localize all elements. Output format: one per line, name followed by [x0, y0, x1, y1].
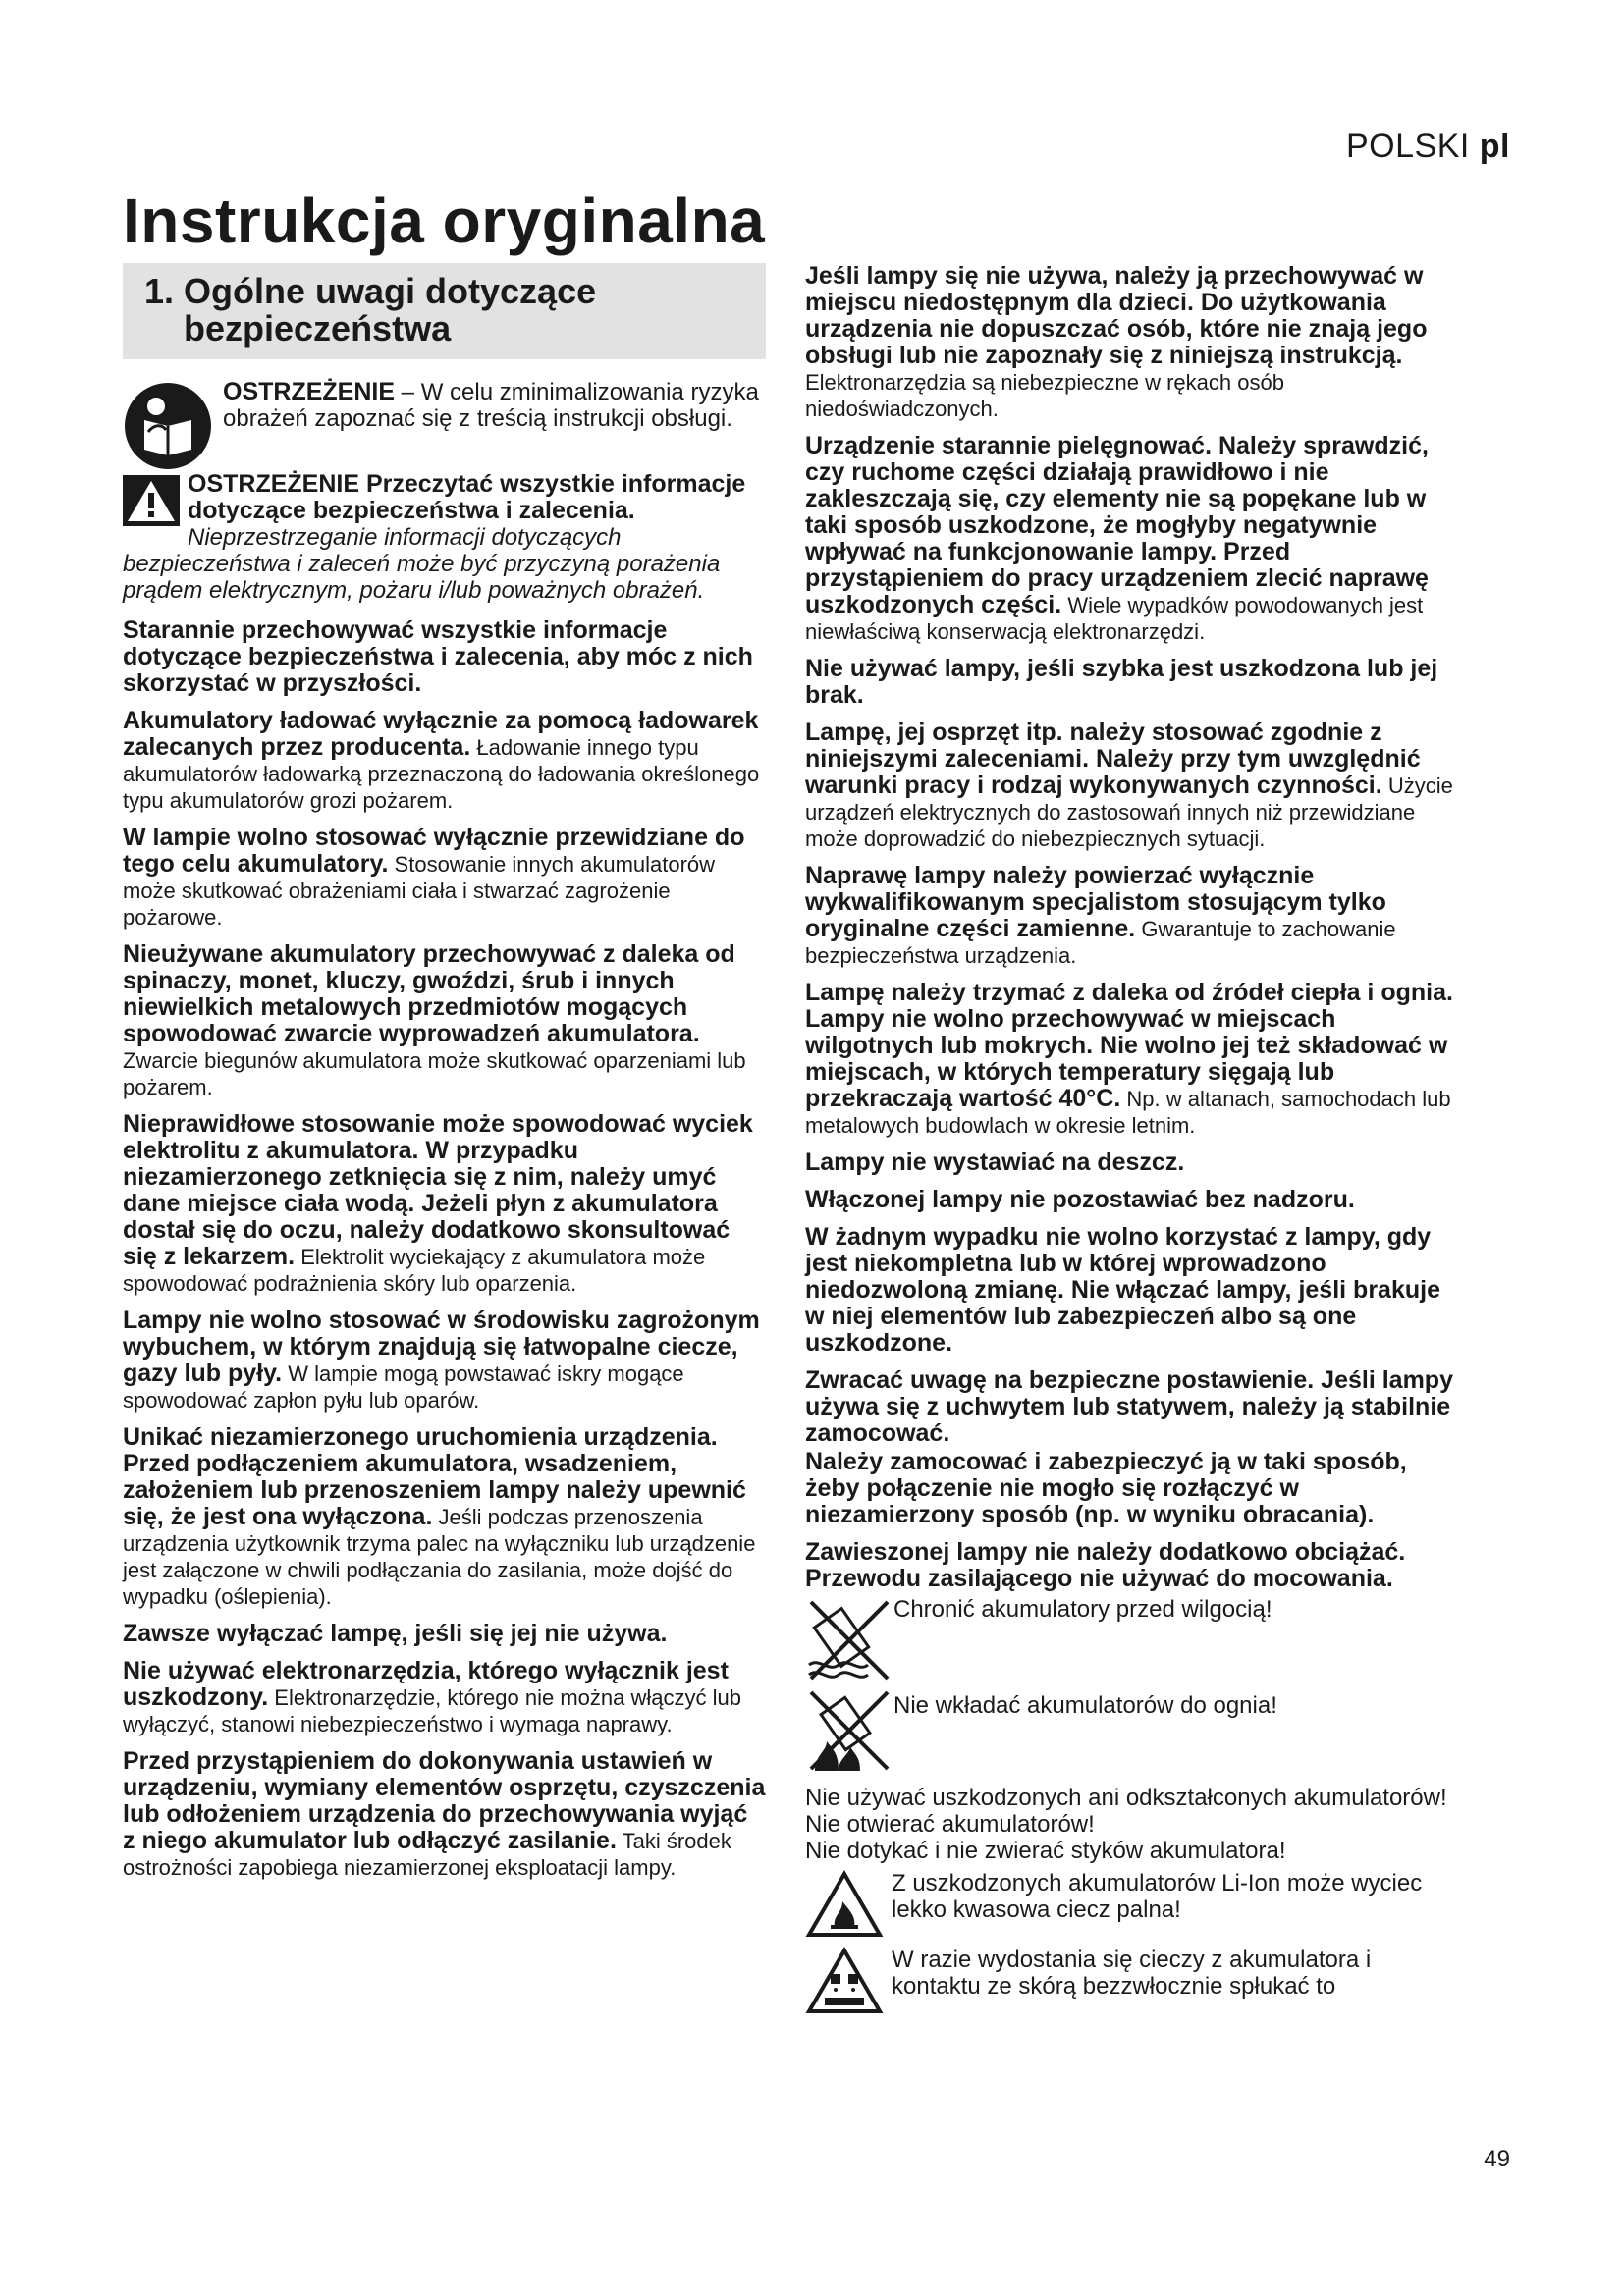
p2-text: Ładowanie innego typu akumulatorów ładowarką przeznaczoną do ładowania określonego typu akumulatorów grozi pożarem.: [123, 735, 760, 813]
p10-text: Taki środek ostrożności zapobiega niezamierzonej eksploatacji lampy.: [123, 1829, 731, 1880]
warning2-bold: OSTRZEŻENIE Przeczytać wszystkie informacje dotyczące bezpieczeństwa i zalecenia.: [188, 470, 746, 524]
p4-bold: Nieużywane akumulatory przechowywać z daleka od spinaczy, monet, kluczy, gwoździ, śrub i innych niewielkich metalowych przedmiotów mogących spowodować zwarcie wyprowadzeń akumulatora.: [123, 940, 735, 1047]
r3-bold: Nie używać lampy, jeśli szybka jest uszkodzona lub jej brak.: [805, 655, 1438, 709]
right-paragraph-9: [805, 1224, 1463, 1357]
p6-text: W lampie mogą powstawać iskry mogące spowodować zapłon pyłu lub oparów.: [123, 1362, 684, 1413]
r11-bold: Należy zamocować i zabezpieczyć ją w taki sposób, żeby połączenie nie mogło się rozłączyć w niezamierzony sposób (np. w wyniku obracania).: [805, 1448, 1407, 1528]
p3-text: Stosowanie innych akumulatorów może skutkować obrażeniami ciała i stwarzać zagrożenie pożarowe.: [123, 852, 716, 930]
right-paragraph-8: [805, 1187, 1463, 1213]
p1-bold: Starannie przechowywać wszystkie informacje dotyczące bezpieczeństwa i zalecenia, aby móc z nich skorzystać w przyszłości.: [123, 616, 753, 697]
plain-warning-3: Nie dotykać i nie zwierać styków akumulatora!: [805, 1838, 1286, 1864]
r12-bold: Zawieszonej lampy nie należy dodatkowo obciążać. Przewodu zasilającego nie używać do mocowania.: [805, 1538, 1406, 1592]
p7-text: Jeśli podczas przenoszenia urządzenia użytkownik trzyma palec na wyłączniku lub urządzenie jest załączone w chwili podłączania do zasilania, może dojść do wypadku (oślepienia).: [123, 1505, 756, 1609]
r4-bold: Lampę, jej osprzęt itp. należy stosować zgodnie z niniejszymi zaleceniami. Należy przy tym uwzględnić warunki pracy i rodzaj wykonywanych czynności.: [805, 719, 1421, 799]
right-paragraph-3: [805, 656, 1463, 709]
r9-bold: W żadnym wypadku nie wolno korzystać z lampy, gdy jest niekompletna lub w której wprowadzono niedozwoloną zmianę. Nie włączać lampy, jeśli brakuje w niej elementów lub zabezpieczeń albo są one uszkodzone.: [805, 1223, 1440, 1357]
right-paragraph-6: [805, 980, 1463, 1139]
p4-text: Zwarcie biegunów akumulatora może skutkować oparzeniami lub pożarem.: [123, 1048, 746, 1099]
pict3-text: Z uszkodzonych akumulatorów Li-Ion może wyciec lekko kwasowa ciecz palna!: [892, 1870, 1423, 1923]
flammable-warning-icon: [805, 1870, 884, 1939]
r6-text: Np. w altanach, samochodach lub metalowych budowlach w okresie letnim.: [805, 1087, 1451, 1138]
r10-bold: Zwracać uwagę na bezpieczne postawienie. Jeśli lampy używa się z uchwytem lub statywem, należy ją stabilnie zamocować.: [805, 1366, 1453, 1447]
r6-bold: Lampę należy trzymać z daleka od źródeł ciepła i ognia. Lampy nie wolno przechowywać w miejscach wilgotnych lub mokrych. Nie wolno jej też składować w miejscach, w których temperatury sięgają lub przekraczają wartość 40°C.: [805, 979, 1453, 1112]
language-name: POLSKI: [1345, 128, 1470, 165]
left-paragraph-7: [123, 1424, 766, 1610]
left-paragraph-2: [123, 708, 766, 814]
no-fire-icon: [805, 1686, 893, 1775]
r2-text: Wiele wypadków powodowanych jest niewłaściwą konserwacją elektronarzędzi.: [805, 593, 1424, 644]
left-paragraph-1: [123, 617, 766, 697]
pict1-text: Chronić akumulatory przed wilgocią!: [893, 1596, 1272, 1623]
pictogram-corrosive: [805, 1947, 1463, 2023]
right-paragraph-10: [805, 1367, 1463, 1447]
r5-text: Gwarantuje to zachowanie bezpieczeństwa urządzenia.: [805, 917, 1396, 968]
r7-bold: Lampy nie wystawiać na deszcz.: [805, 1148, 1185, 1176]
left-column: [123, 263, 766, 1892]
p8-bold: Zawsze wyłączać lampę, jeśli się jej nie używa.: [123, 1620, 668, 1647]
p2-bold: Akumulatory ładować wyłącznie za pomocą ładowarek zalecanych przez producenta.: [123, 707, 759, 761]
p5-text: Elektrolit wyciekający z akumulatora może spowodować podrażnienia skóry lub oparzenia.: [123, 1245, 706, 1296]
section-heading: 1. Ogólne uwagi dotyczące bezpieczeństwa: [144, 271, 597, 348]
plain-warning-2: Nie otwierać akumulatorów!: [805, 1811, 1095, 1838]
warning-manual: [123, 379, 766, 432]
pict4-text: W razie wydostania się cieczy z akumulatora i kontaktu ze skórą bezzwłocznie spłukać to: [892, 1947, 1372, 2000]
right-paragraph-5: [805, 863, 1463, 969]
language-label: [1346, 128, 1510, 166]
pictogram-no-moisture: [805, 1596, 1463, 1686]
right-paragraph-4: [805, 720, 1463, 852]
left-paragraph-4: [123, 941, 766, 1100]
r1-text: Elektronarzędzia są niebezpieczne w rękach osób niedoświadczonych.: [805, 370, 1284, 421]
pict2-text: Nie wkładać akumulatorów do ognia!: [893, 1692, 1277, 1719]
left-paragraph-10: [123, 1748, 766, 1881]
p5-bold: Nieprawidłowe stosowanie może spowodować wyciek elektrolitu z akumulatora. W przypadku niezamierzonego zetknięcia się z nim, należy umyć dane miejsce ciała wodą. Jeżeli płyn z akumulatora dostał się do oczu, należy dodatkowo skonsultować się z lekarzem.: [123, 1110, 753, 1270]
p9-bold: Nie używać elektronarzędzia, którego wyłącznik jest uszkodzony.: [123, 1657, 729, 1711]
right-paragraph-12: [805, 1539, 1463, 1592]
r5-bold: Naprawę lampy należy powierzać wyłącznie wykwalifikowanym specjalistom stosującym tylko oryginalne części zamienne.: [805, 862, 1386, 942]
read-manual-icon: [123, 381, 213, 471]
p7-bold: Unikać niezamierzonego uruchomienia urządzenia. Przed podłączeniem akumulatora, wsadzeniem, założeniem lub przenoszeniem lampy należy upewnić się, że jest ona wyłączona.: [123, 1423, 746, 1530]
corrosive-warning-icon: [805, 1947, 884, 2015]
pictogram-no-fire: [805, 1686, 1463, 1777]
warning1-title: OSTRZEŻENIE: [223, 378, 396, 405]
section-heading-box: [123, 263, 766, 359]
r2-bold: Urządzenie starannie pielęgnować. Należy sprawdzić, czy ruchome części działają prawidłowo i nie zakleszczają się, czy elementy nie są popękane lub w taki sposób uszkodzone, że mogłyby negatywnie wpływać na funkcjonowanie lampy. Przed przystąpieniem do pracy urządzeniem zlecić naprawę uszkodzonych części.: [805, 432, 1429, 618]
left-paragraph-3: [123, 825, 766, 931]
page-title: Instrukcja oryginalna: [123, 186, 766, 256]
p10-bold: Przed przystąpieniem do dokonywania ustawień w urządzeniu, wymiany elementów osprzętu, czyszczenia lub odłożeniem urządzenia do przechowywania wyjąć z niego akumulator lub odłączyć zasilanie.: [123, 1747, 766, 1854]
warning-read-all: [123, 471, 766, 604]
language-code: pl: [1479, 128, 1510, 165]
r8-bold: Włączonej lampy nie pozostawiać bez nadzoru.: [805, 1186, 1355, 1213]
warning1-text: – W celu zminimalizowania ryzyka obrażeń zapoznać się z treścią instrukcji obsługi.: [223, 379, 759, 432]
p3-bold: W lampie wolno stosować wyłącznie przewidziane do tego celu akumulatory.: [123, 824, 745, 878]
right-paragraph-11: [805, 1449, 1463, 1528]
right-paragraph-1: [805, 263, 1463, 422]
page-number: 49: [1484, 2146, 1510, 2172]
left-paragraph-6: [123, 1308, 766, 1414]
pictogram-flammable: [805, 1870, 1463, 1947]
p6-bold: Lampy nie wolno stosować w środowisku zagrożonym wybuchem, w którym znajdują się łatwopalne ciecze, gazy lub pyły.: [123, 1307, 760, 1387]
p9-text: Elektronarzędzie, którego nie można włączyć lub wyłączyć, stanowi niebezpieczeństwo i wymaga naprawy.: [123, 1685, 741, 1736]
r1-bold: Jeśli lampy się nie używa, należy ją przechowywać w miejscu niedostępnym dla dzieci. Do użytkowania urządzenia nie dopuszczać osób, które nie znają jego obsługi lub nie zapoznały się z niniejszą instrukcją.: [805, 262, 1428, 369]
left-paragraph-5: [123, 1111, 766, 1297]
battery-warnings: [805, 1785, 1463, 1864]
no-moisture-icon: [805, 1596, 893, 1684]
warning-triangle-icon: [123, 475, 180, 526]
right-paragraph-2: [805, 433, 1463, 645]
left-paragraph-8: [123, 1621, 766, 1647]
warning2-italic: Nieprzestrzeganie informacji dotyczących bezpieczeństwa i zaleceń może być przyczyną porażenia prądem elektrycznym, pożaru i/lub poważnych obrażeń.: [123, 524, 721, 604]
plain-warning-1: Nie używać uszkodzonych ani odkształconych akumulatorów!: [805, 1785, 1447, 1811]
right-column: [805, 263, 1463, 2023]
left-paragraph-9: [123, 1658, 766, 1737]
r4-text: Użycie urządzeń elektrycznych do zastosowań innych niż przewidziane może doprowadzić do niebezpiecznych sytuacji.: [805, 774, 1453, 851]
right-paragraph-7: [805, 1149, 1463, 1176]
